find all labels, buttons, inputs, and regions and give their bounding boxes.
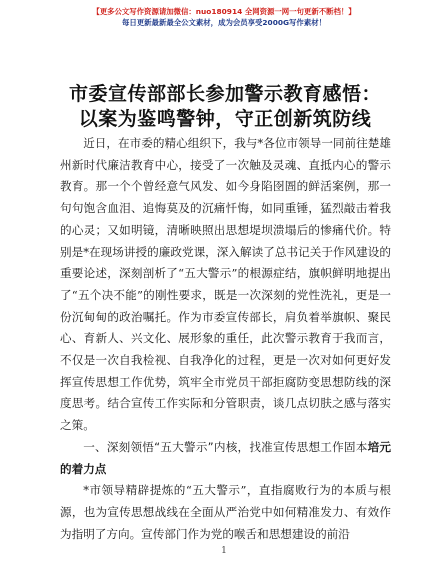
section-heading (60, 437, 391, 480)
body-paragraph: *市领导精辟提炼的“五大警示”，直指腐败行为的本质与根源，也为宣传思想战线在全面从严治党中如何精准发力、有效作为指明了方向。宣传部门作为党的喉舌和思想建设的前沿 (60, 483, 391, 541)
document-body (60, 133, 391, 545)
section-heading-bold: 培元的着力点 (60, 439, 391, 476)
document-title: 市委宣传部部长参加警示教育感悟：以案为鉴鸣警钟，守正创新筑防线 (68, 83, 381, 130)
section-heading-plain: 一、深刻领悟“五大警示”内核，找准宣传思想工作固本 (83, 439, 368, 454)
page-number: 1 (221, 546, 227, 556)
banner-line-2: 每日更新最新最全公文素材，成为会员享受2000G写作素材！ (121, 18, 326, 27)
promo-banner (0, 6, 448, 28)
body-paragraph: 近日，在市委的精心组织下，我与*各位市领导一同前往楚雄州新时代廉洁教育中心，接受了一次触及灵魂、直抵内心的警示教育。那一个个曾经意气风发、如今身陷囹圄的鲜活案例，那一句句饱含血泪、追悔莫及的沉痛忏悔，如同重锤，猛烈敲击着我的心灵；又如明镜，清晰映照出思想堤坝溃塌后的惨痛代价。特别是*在现场讲授的廉政党课，深入解读了总书记关于作风建设的重要论述，深刻剖析了“五大警示”的根源症结，旗帜鲜明地提出了“五个决不能”的刚性要求，既是一次深刻的党性洗礼，更是一份沉甸甸的政治嘱托。作为市委宣传部长，肩负着举旗帜、聚民心、育新人、兴文化、展形象的重任，此次警示教育于我而言，不仅是一次自我检视、自我净化的过程，更是一次对如何更好发挥宣传思想工作优势，筑牢全市党员干部拒腐防变思想防线的深度思考。结合宣传工作实际和分管职责，谈几点切肤之感与落实之策。 (60, 136, 391, 433)
banner-line-1: 【更多公文写作资源请加微信：nuo180914 全网资源一网一句更新不断档！】 (92, 7, 356, 16)
